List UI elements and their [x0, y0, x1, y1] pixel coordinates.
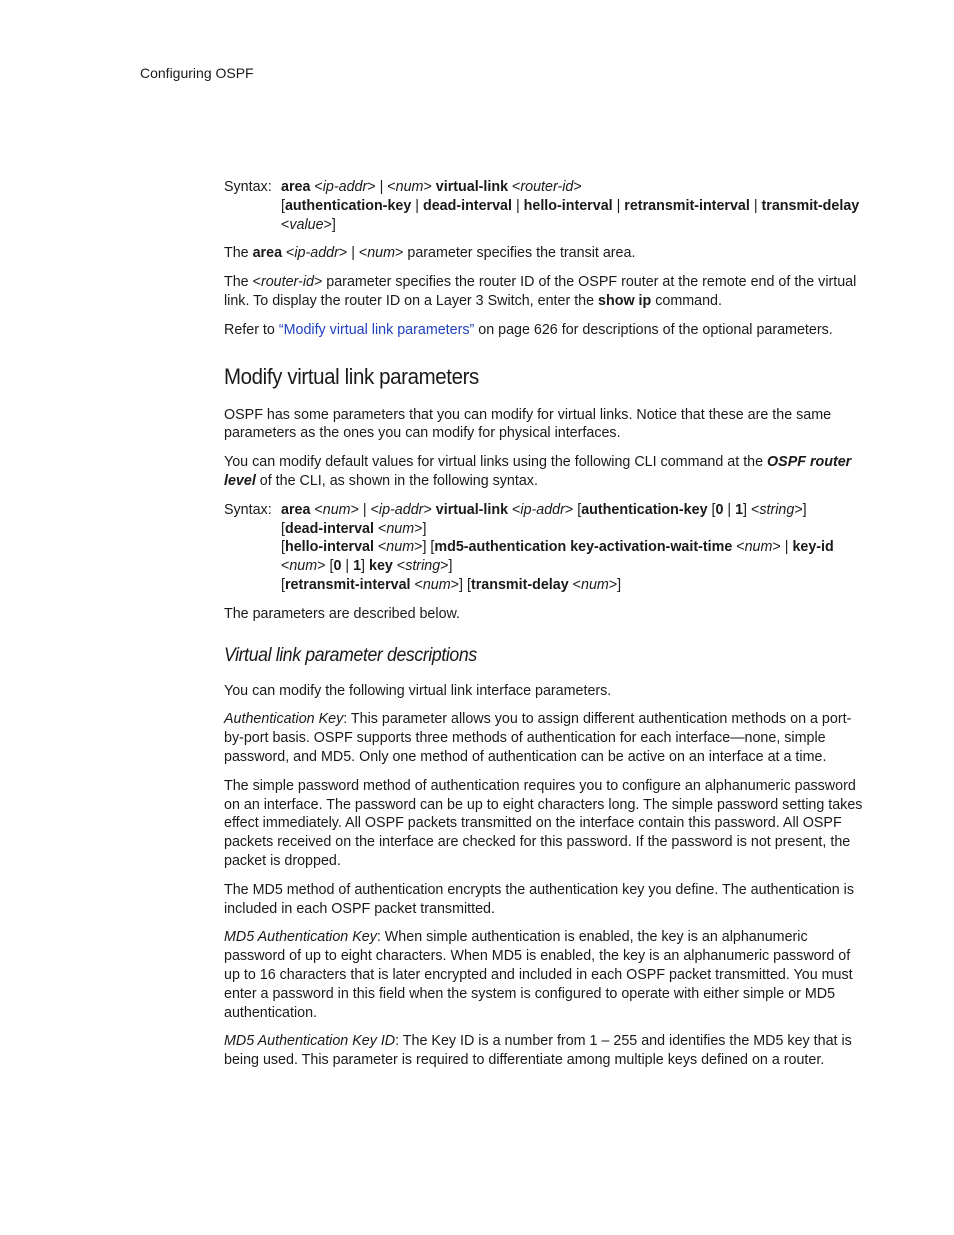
- syntax-line: [281, 178, 869, 197]
- paragraph-authentication-key: [224, 710, 869, 766]
- paragraph-transit-area: [224, 244, 869, 263]
- variable: num: [322, 501, 351, 518]
- text: ] <: [743, 501, 760, 518]
- paragraph-modify-following: You can modify the following virtual link interface parameters.: [224, 682, 612, 699]
- syntax-block-2: [224, 501, 869, 595]
- keyword: retransmit-interval: [284, 576, 411, 593]
- text: <: [310, 179, 323, 195]
- text: <: [373, 539, 387, 556]
- text: <: [410, 576, 423, 593]
- text: > [: [564, 501, 582, 518]
- variable: ip-addr: [378, 501, 424, 518]
- text: >]: [323, 216, 336, 233]
- paragraph-md5-key: [224, 928, 869, 1022]
- syntax-line: [281, 538, 869, 557]
- paragraph-described-below: The parameters are described below.: [224, 605, 461, 622]
- text: > parameter specifies the router ID of the OSPF router at the remote end of the virtual link. To display the router ID on a Layer 3 Switch, enter the: [224, 274, 857, 309]
- variable: ip-addr: [322, 179, 368, 195]
- text: of the CLI, as shown in the following syntax.: [255, 472, 538, 489]
- text: > | <: [338, 245, 368, 262]
- text: Refer to: [224, 321, 279, 338]
- page-content: [224, 178, 869, 1080]
- variable: value: [289, 216, 324, 233]
- text: |: [723, 501, 736, 518]
- syntax-line: [281, 501, 869, 520]
- variable: ip-addr: [520, 501, 565, 518]
- text: > | <: [367, 179, 396, 195]
- paragraph-refer: [224, 321, 869, 340]
- keyword: transmit-delay: [761, 197, 860, 214]
- paragraph-cli: [224, 453, 869, 491]
- keyword: hello-interval: [284, 539, 374, 556]
- text: > |: [772, 539, 793, 556]
- emphasis: OSPF router level: [224, 454, 852, 489]
- text: > [: [317, 558, 334, 575]
- keyword: hello-interval: [523, 197, 613, 214]
- variable: ip-addr: [294, 245, 339, 262]
- paragraph-md5-method: The MD5 method of authentication encrypts the authentication key you define. The authentication is included in each OSPF packet transmitted.: [224, 881, 854, 917]
- keyword: md5-authentication key-activation-wait-time: [434, 539, 733, 556]
- keyword: virtual-link: [435, 501, 509, 518]
- text: <: [508, 179, 521, 195]
- text: |: [612, 197, 625, 214]
- paragraph-md5-key-id: [224, 1032, 869, 1070]
- syntax-line: [281, 576, 869, 595]
- variable: num: [289, 558, 318, 575]
- keyword: area: [281, 179, 311, 195]
- keyword: transmit-delay: [470, 576, 569, 593]
- text: > | <: [350, 501, 379, 518]
- syntax-line: [281, 557, 869, 576]
- keyword: virtual-link: [435, 179, 509, 195]
- text: [: [281, 520, 285, 537]
- syntax-label: Syntax:: [224, 501, 272, 518]
- paragraph-simple-password: The simple password method of authentication requires you to configure an alphanumeric password on an interface. The password can be up to eight characters long. The simple password setting takes effect immediately. All OSPF packets transmitted on the interface contain this password. All OSPF packets received on the interface are checked for this password. If the password is not present, the packet is dropped.: [224, 777, 863, 869]
- keyword: key-id: [792, 539, 834, 556]
- variable: num: [581, 576, 609, 593]
- keyword: 0: [333, 558, 342, 575]
- text: <: [373, 520, 387, 537]
- text: >]: [608, 576, 622, 593]
- text: <: [508, 501, 521, 518]
- text: : This parameter allows you to assign different authentication methods on a port-by-port basis. OSPF supports three methods of authentication for each interface—none, simple password, and MD5. Only one method of authentication can be active on an interface at a time.: [224, 711, 852, 765]
- variable: num: [744, 539, 773, 556]
- syntax-line: [281, 520, 869, 539]
- text: command.: [651, 292, 722, 309]
- paragraph-router-id: [224, 273, 869, 311]
- variable: num: [386, 520, 415, 537]
- variable: string: [405, 558, 441, 575]
- section-heading: Modify virtual link parameters: [224, 363, 479, 389]
- text: You can modify default values for virtual links using the following CLI command at the: [224, 454, 768, 471]
- syntax-label: Syntax:: [224, 179, 272, 195]
- term: MD5 Authentication Key: [224, 929, 377, 946]
- keyword: 0: [715, 501, 724, 518]
- text: >: [423, 501, 436, 518]
- text: <: [568, 576, 581, 593]
- text: The: [224, 245, 253, 262]
- text: <: [282, 245, 295, 262]
- keyword: dead-interval: [284, 520, 374, 537]
- running-header: Configuring OSPF: [140, 65, 254, 81]
- variable: num: [422, 576, 451, 593]
- text: >]: [414, 520, 427, 537]
- text: |: [341, 558, 354, 575]
- text: [: [281, 576, 285, 593]
- text: [: [707, 501, 716, 518]
- text: |: [411, 197, 423, 214]
- text: [: [281, 197, 285, 214]
- text: ]: [361, 558, 369, 575]
- keyword: 1: [735, 501, 744, 518]
- syntax-body: [281, 501, 869, 595]
- text: >] [: [450, 576, 471, 593]
- text: <: [392, 558, 406, 575]
- text: on page 626 for descriptions of the optional parameters.: [474, 321, 833, 338]
- variable: num: [395, 179, 424, 195]
- syntax-body: [281, 178, 869, 234]
- text: <: [732, 539, 745, 556]
- text: >: [423, 179, 436, 195]
- term: Authentication Key: [224, 711, 344, 728]
- syntax-line: [281, 197, 869, 216]
- text: : The Key ID is a number from 1 – 255 and identifies the MD5 key that is being used. This parameter is required to differentiate among multiple keys defined on a router.: [224, 1033, 852, 1069]
- syntax-block-1: [224, 178, 869, 234]
- term: MD5 Authentication Key ID: [224, 1033, 396, 1050]
- text: <: [281, 558, 290, 575]
- text: >] [: [414, 539, 435, 556]
- text: <: [281, 216, 290, 233]
- text: <: [310, 501, 323, 518]
- text: The <: [224, 274, 261, 291]
- keyword: retransmit-interval: [624, 197, 750, 214]
- syntax-line: [281, 216, 869, 235]
- keyword: dead-interval: [422, 197, 512, 214]
- keyword: authentication-key: [581, 501, 708, 518]
- variable: string: [759, 501, 795, 518]
- text: : When simple authentication is enabled, the key is an alphanumeric password of up to eight characters. When MD5 is enabled, the key is an alphanumeric password of up to 16 characters that is later encrypted and included in each OSPF packet transmitted. You must enter a password in this field when the system is configured to operate with either simple or MD5 authentication.: [224, 929, 853, 1021]
- variable: router-id: [520, 179, 574, 195]
- keyword: authentication-key: [284, 197, 412, 214]
- subsection-heading: Virtual link parameter descriptions: [224, 644, 477, 666]
- text: |: [749, 197, 762, 214]
- text: >]: [440, 558, 453, 575]
- variable: num: [367, 245, 396, 262]
- keyword: show ip: [598, 292, 652, 309]
- variable: router-id: [260, 274, 314, 291]
- keyword: key: [369, 558, 393, 575]
- variable: num: [386, 539, 415, 556]
- keyword: 1: [353, 558, 362, 575]
- paragraph-intro: OSPF has some parameters that you can modify for virtual links. Notice that these are the same parameters as the ones you can modify for physical interfaces.: [224, 406, 832, 442]
- text: > parameter specifies the transit area.: [395, 245, 636, 262]
- text: [: [281, 539, 285, 556]
- text: |: [511, 197, 524, 214]
- keyword: area: [281, 501, 311, 518]
- cross-reference-link[interactable]: “Modify virtual link parameters”: [278, 321, 475, 338]
- text: >]: [794, 501, 807, 518]
- text: >: [573, 179, 582, 195]
- keyword: area: [252, 245, 283, 262]
